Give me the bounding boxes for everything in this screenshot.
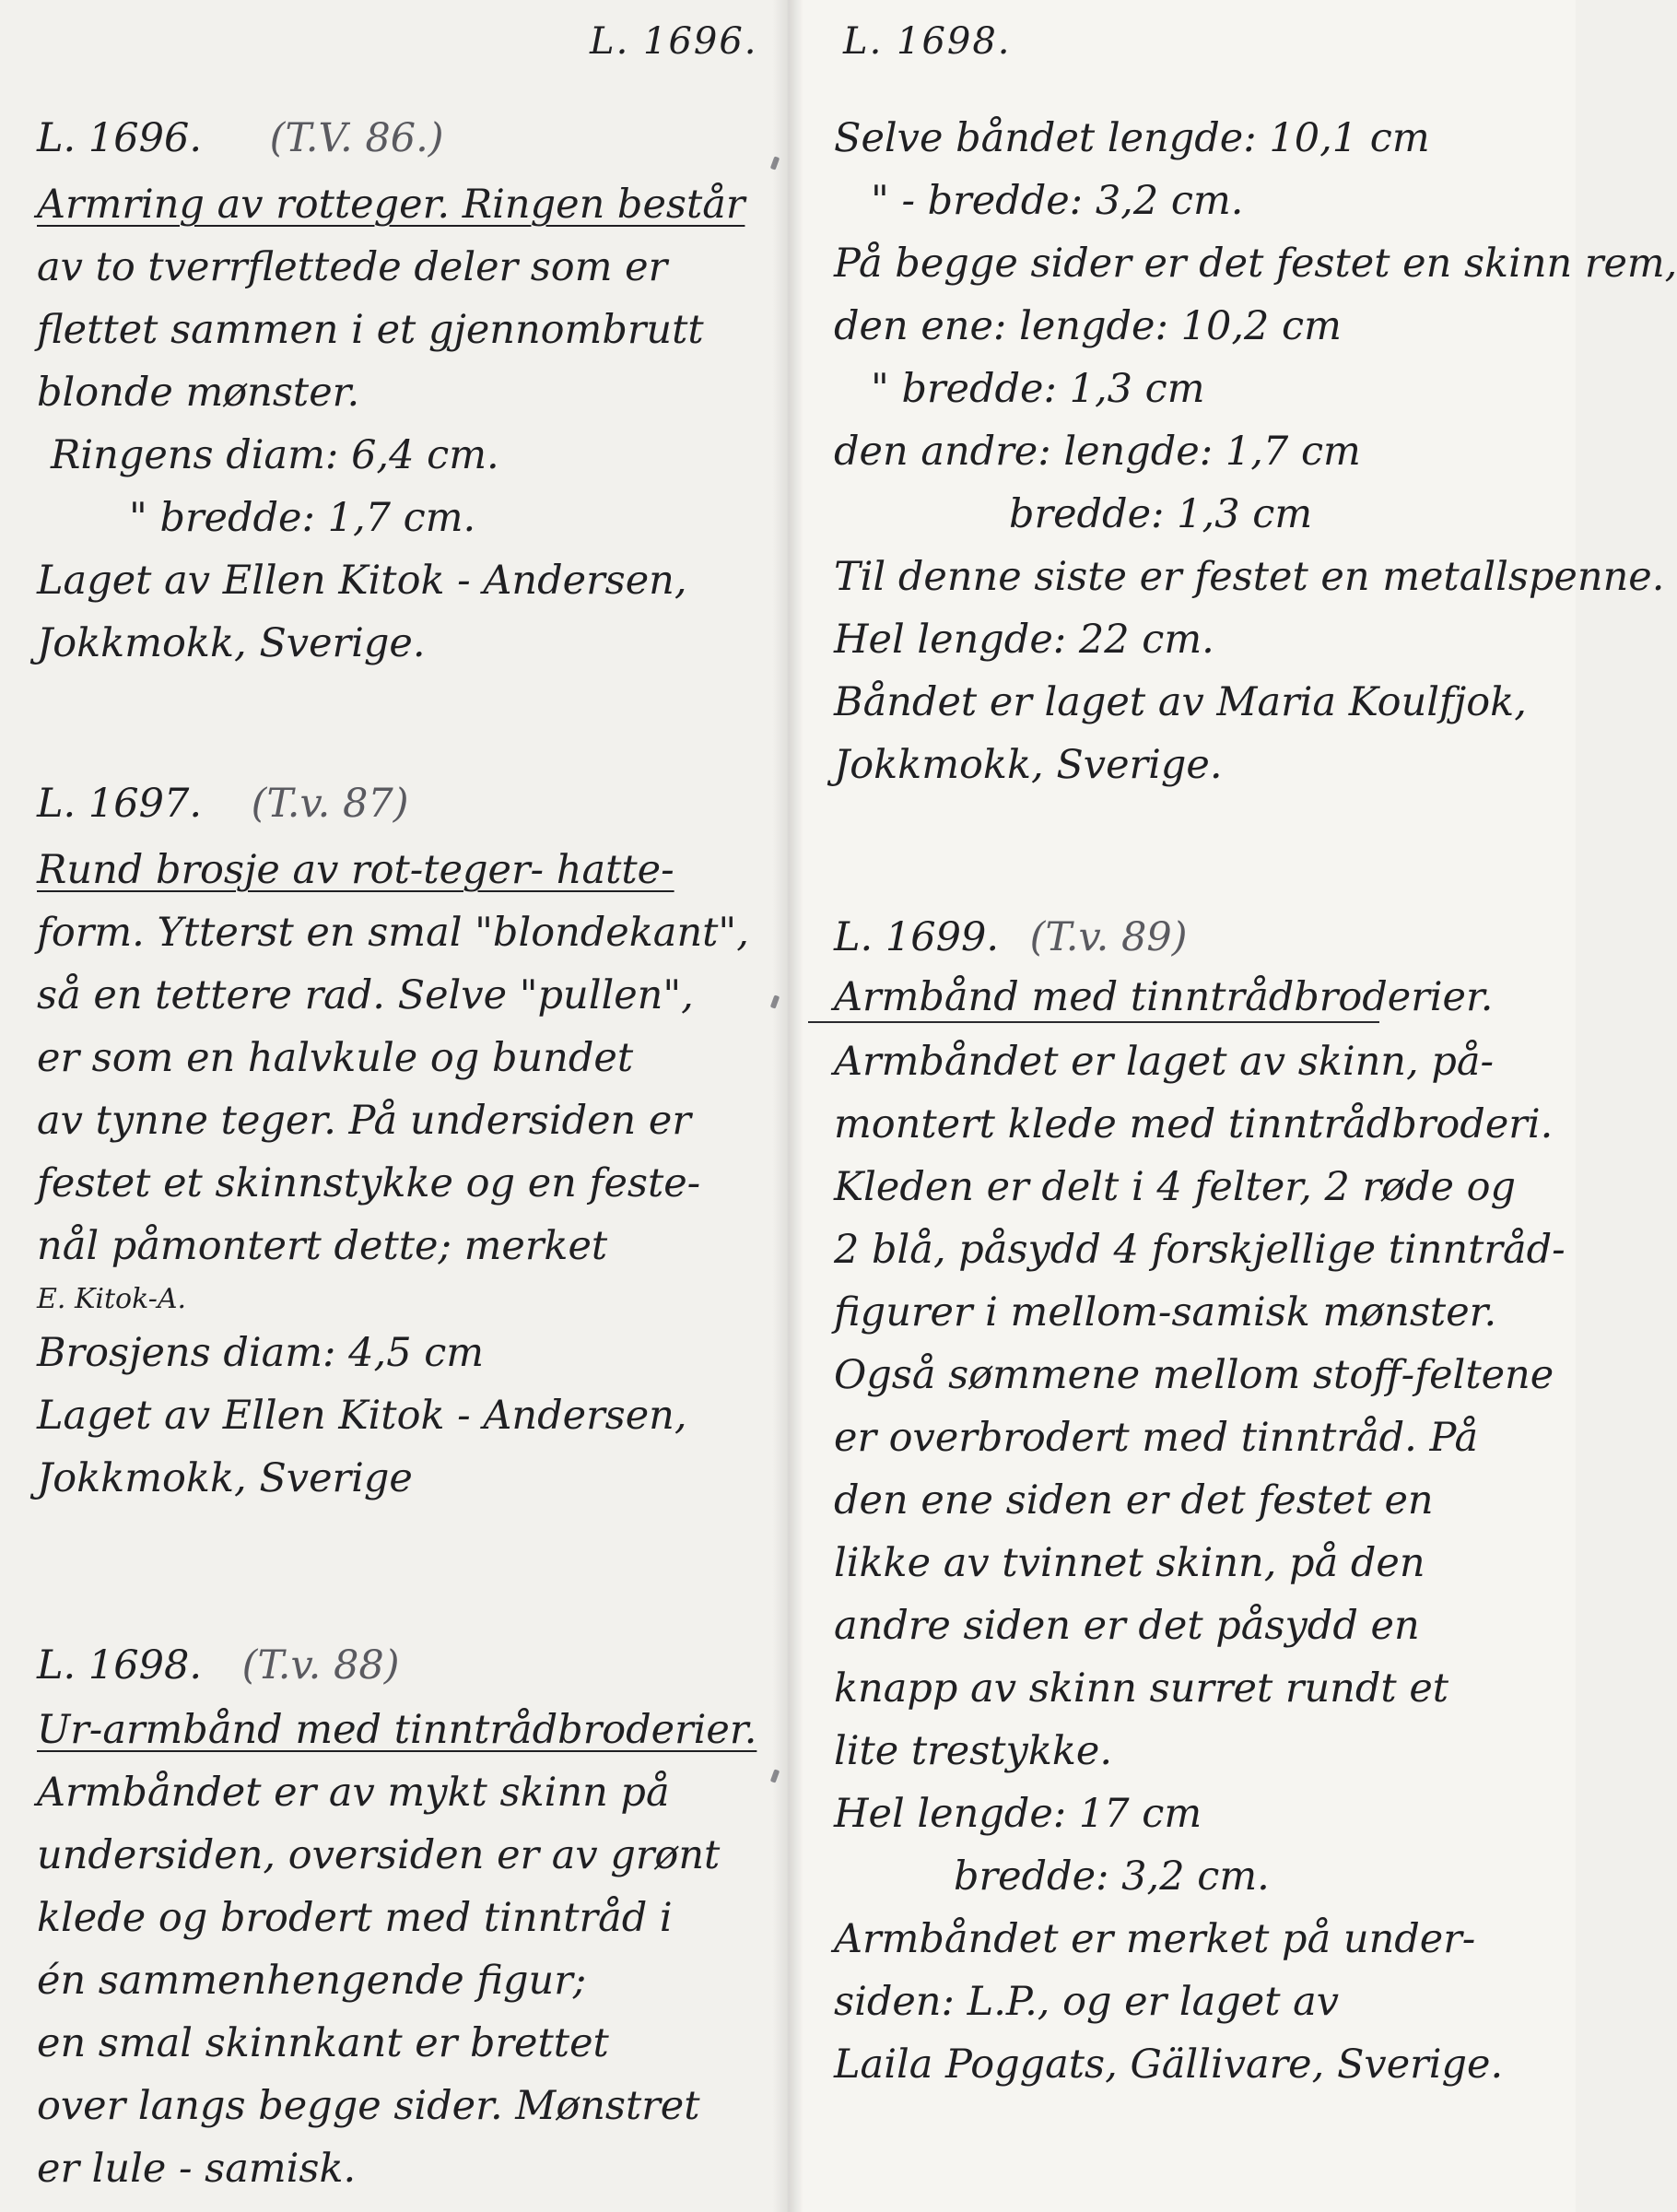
entry-1697-number: L. 1697. (T.v. 87) <box>37 781 409 827</box>
entry-1696-line-4: blonde mønster. <box>37 370 360 416</box>
title-underline <box>808 1021 1379 1023</box>
entry-1696-line-6: " bredde: 1,7 cm. <box>129 495 476 541</box>
entry-1697-line-7: nål påmontert dette; merket <box>37 1223 608 1269</box>
entry-1699-line-4: Kleden er delt i 4 felter, 2 røde og <box>834 1164 1516 1210</box>
entry-1698-line-4: klede og brodert med tinntråd i <box>37 1895 673 1941</box>
entry-1699-line-11: andre siden er det påsydd en <box>834 1603 1420 1649</box>
entry-1697-ref: (T.v. 87) <box>251 781 409 827</box>
entry-1698-line-3: undersiden, oversiden er av grønt <box>37 1832 721 1878</box>
entry-1698-line-6: en smal skinnkant er brettet <box>37 2020 609 2066</box>
entry-1698-cont-line-8: Til denne siste er festet en metallspenne. <box>834 554 1665 600</box>
entry-1699-line-16: Armbåndet er merket på under- <box>834 1916 1476 1962</box>
entry-1699-line-13: lite trestykke. <box>834 1728 1113 1774</box>
right-page <box>788 0 1677 2212</box>
entry-1698-cont-line-10: Båndet er laget av Maria Koulfjok, <box>834 679 1527 725</box>
entry-1696-line-1: Armring av rotteger. Ringen består <box>37 182 745 228</box>
right-page-header: L. 1698. <box>843 20 1012 63</box>
entry-1698-cont-line-5: " bredde: 1,3 cm <box>871 366 1205 412</box>
entry-1696-number: L. 1696. (T.V. 86.) <box>37 115 444 161</box>
entry-1698-cont-line-7: bredde: 1,3 cm <box>1009 491 1313 537</box>
entry-1698-line-2: Armbåndet er av mykt skinn på <box>37 1770 670 1816</box>
entry-1697-line-10: Laget av Ellen Kitok - Andersen, <box>37 1393 687 1439</box>
entry-1697-line-4: er som en halvkule og bundet <box>37 1035 634 1081</box>
entry-1698-cont-line-11: Jokkmokk, Sverige. <box>834 742 1223 788</box>
entry-1697-line-11: Jokkmokk, Sverige <box>37 1455 413 1501</box>
entry-1697-line-6: festet et skinnstykke og en feste- <box>37 1160 701 1206</box>
entry-1696-line-7: Laget av Ellen Kitok - Andersen, <box>37 558 687 604</box>
entry-1699-line-5: 2 blå, påsydd 4 forskjellige tinntråd- <box>834 1227 1566 1273</box>
entry-1696-line-3: flettet sammen i et gjennombrutt <box>37 307 704 353</box>
page-gutter <box>772 0 803 2212</box>
entry-1699-line-2: Armbåndet er laget av skinn, på- <box>834 1039 1495 1085</box>
entry-1699-line-14: Hel lengde: 17 cm <box>834 1791 1202 1837</box>
entry-1697-line-5: av tynne teger. På undersiden er <box>37 1098 691 1144</box>
entry-1699-line-15: bredde: 3,2 cm. <box>954 1853 1270 1900</box>
entry-1696-line-2: av to tverrflettede deler som er <box>37 244 668 290</box>
left-page <box>0 0 788 2212</box>
entry-1699-line-8: er overbrodert med tinntråd. På <box>834 1415 1479 1461</box>
entry-1697-line-2: form. Ytterst en smal "blondekant", <box>37 910 749 956</box>
entry-1698-line-7: over langs begge sider. Mønstret <box>37 2083 700 2129</box>
left-page-header: L. 1696. <box>590 20 758 63</box>
entry-1699-line-7: Også sømmene mellom stoff-feltene <box>834 1352 1554 1398</box>
entry-1699-ref: (T.v. 89) <box>1029 914 1188 960</box>
entry-1698-ref: (T.v. 88) <box>241 1642 400 1688</box>
entry-1698-line-8: er lule - samisk. <box>37 2146 357 2192</box>
entry-1699-line-17: siden: L.P., og er laget av <box>834 1979 1340 2025</box>
entry-1699-line-6: figurer i mellom-samisk mønster. <box>834 1289 1497 1335</box>
entry-1697-line-8: E. Kitok-A. <box>37 1283 187 1315</box>
entry-1699-line-9: den ene siden er det festet en <box>834 1477 1434 1524</box>
entry-1698-cont-line-9: Hel lengde: 22 cm. <box>834 617 1214 663</box>
entry-1698-cont-line-4: den ene: lengde: 10,2 cm <box>834 303 1342 349</box>
entry-1698-cont-line-3: På begge sider er det festet en skinn rem, <box>834 241 1677 287</box>
entry-1696-line-5: Ringens diam: 6,4 cm. <box>51 432 499 478</box>
entry-1699-line-3: montert klede med tinntrådbroderi. <box>834 1101 1554 1147</box>
entry-1699-number: L. 1699. (T.v. 89) <box>834 914 1188 960</box>
entry-1698-cont-line-1: Selve båndet lengde: 10,1 cm <box>834 115 1430 161</box>
entry-1696-line-8: Jokkmokk, Sverige. <box>37 620 426 666</box>
entry-1698-number: L. 1698. (T.v. 88) <box>37 1642 400 1688</box>
entry-1697-line-3: så en tettere rad. Selve "pullen", <box>37 972 694 1018</box>
entry-1699-line-1: Armbånd med tinntrådbroderier. <box>834 974 1494 1020</box>
entry-1698-line-5: én sammenhengende figur; <box>37 1958 587 2004</box>
entry-1698-cont-line-2: " - bredde: 3,2 cm. <box>871 178 1244 224</box>
entry-1699-line-18: Laila Poggats, Gällivare, Sverige. <box>834 2041 1504 2088</box>
entry-1697-line-9: Brosjens diam: 4,5 cm <box>37 1330 485 1376</box>
entry-1699-line-10: likke av tvinnet skinn, på den <box>834 1540 1425 1586</box>
entry-1698-line-1: Ur-armbånd med tinntrådbroderier. <box>37 1707 757 1753</box>
entry-1696-ref: (T.V. 86.) <box>269 115 444 161</box>
entry-1697-line-1: Rund brosje av rot-teger- hatte- <box>37 847 674 893</box>
entry-1699-line-12: knapp av skinn surret rundt et <box>834 1665 1449 1712</box>
entry-1698-cont-line-6: den andre: lengde: 1,7 cm <box>834 429 1361 475</box>
